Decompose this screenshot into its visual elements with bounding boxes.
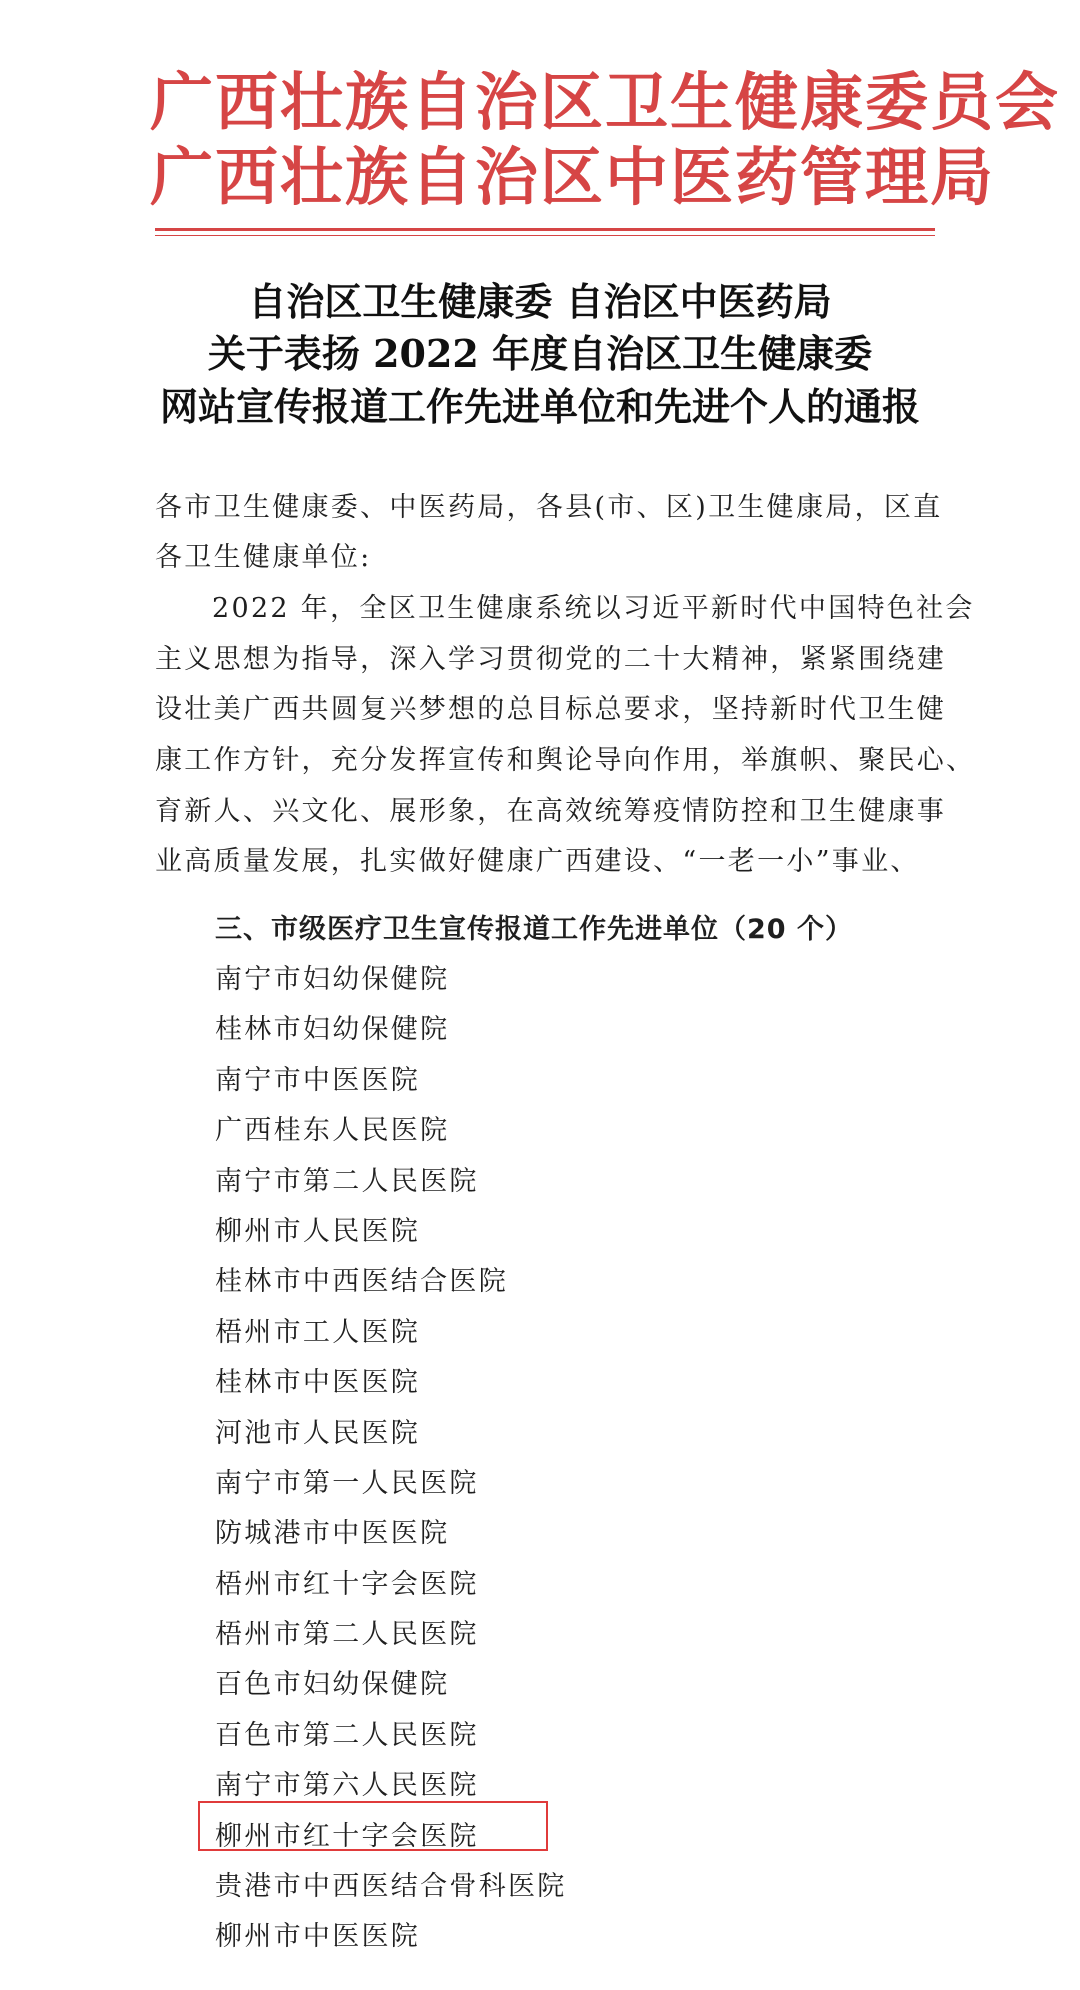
- document-title-line-1: 自治区卫生健康委 自治区中医药局: [248, 279, 832, 324]
- list-item: 梧州市工人医院: [215, 1316, 421, 1348]
- letterhead-divider-thick: [155, 228, 935, 231]
- list-item: 南宁市第一人民医院: [215, 1467, 479, 1499]
- list-item: 柳州市人民医院: [215, 1215, 421, 1247]
- list-item: 南宁市中医医院: [215, 1064, 421, 1096]
- body-line: 设壮美广西共圆复兴梦想的总目标总要求，坚持新时代卫生健: [155, 694, 947, 725]
- body-line: 各卫生健康单位:: [155, 542, 372, 573]
- list-item: 柳州市中医医院: [215, 1921, 421, 1953]
- list-item: 百色市第二人民医院: [215, 1719, 479, 1751]
- list-item: 桂林市中医医院: [215, 1367, 421, 1399]
- list-item-highlighted: 柳州市红十字会医院: [215, 1820, 479, 1852]
- list-item: 桂林市中西医结合医院: [215, 1266, 508, 1298]
- body-line: 业高质量发展，扎实做好健康广西建设、“一老一小”事业、: [155, 846, 920, 877]
- document-title-line-3: 网站宣传报道工作先进单位和先进个人的通报: [159, 384, 920, 429]
- list-item: 河池市人民医院: [215, 1417, 421, 1449]
- list-item: 桂林市妇幼保健院: [215, 1014, 450, 1046]
- list-item: 梧州市红十字会医院: [215, 1568, 479, 1600]
- list-item: 广西桂东人民医院: [215, 1115, 450, 1147]
- list-item: 梧州市第二人民医院: [215, 1619, 479, 1651]
- list-item: 南宁市妇幼保健院: [215, 964, 450, 995]
- body-line: 各市卫生健康委、中医药局，各县(市、区)卫生健康局，区直: [155, 492, 943, 523]
- section-heading: 三、市级医疗卫生宣传报道工作先进单位（20 个）: [215, 914, 853, 945]
- list-item: 南宁市第二人民医院: [215, 1165, 479, 1197]
- letterhead-line-2: 广西壮族自治区中医药管理局: [150, 141, 995, 214]
- document-title-line-2: 关于表扬 2022 年度自治区卫生健康委: [207, 331, 873, 376]
- list-item: 防城港市中医医院: [215, 1518, 450, 1550]
- list-item: 南宁市第六人民医院: [215, 1770, 479, 1802]
- letterhead-line-1: 广西壮族自治区卫生健康委员会: [150, 66, 1060, 139]
- body-line: 康工作方针，充分发挥宣传和舆论导向作用，举旗帜、聚民心、: [155, 745, 976, 776]
- list-item: 贵港市中西医结合骨科医院: [215, 1871, 567, 1903]
- body-line: 2022 年，全区卫生健康系统以习近平新时代中国特色社会: [212, 593, 975, 624]
- letterhead-divider-thin: [155, 235, 935, 236]
- highlight-box: [198, 1801, 548, 1851]
- body-line: 主义思想为指导，深入学习贯彻党的二十大精神，紧紧围绕建: [155, 644, 947, 675]
- list-item: 百色市妇幼保健院: [215, 1669, 450, 1701]
- body-line: 育新人、兴文化、展形象，在高效统筹疫情防控和卫生健康事: [155, 796, 947, 827]
